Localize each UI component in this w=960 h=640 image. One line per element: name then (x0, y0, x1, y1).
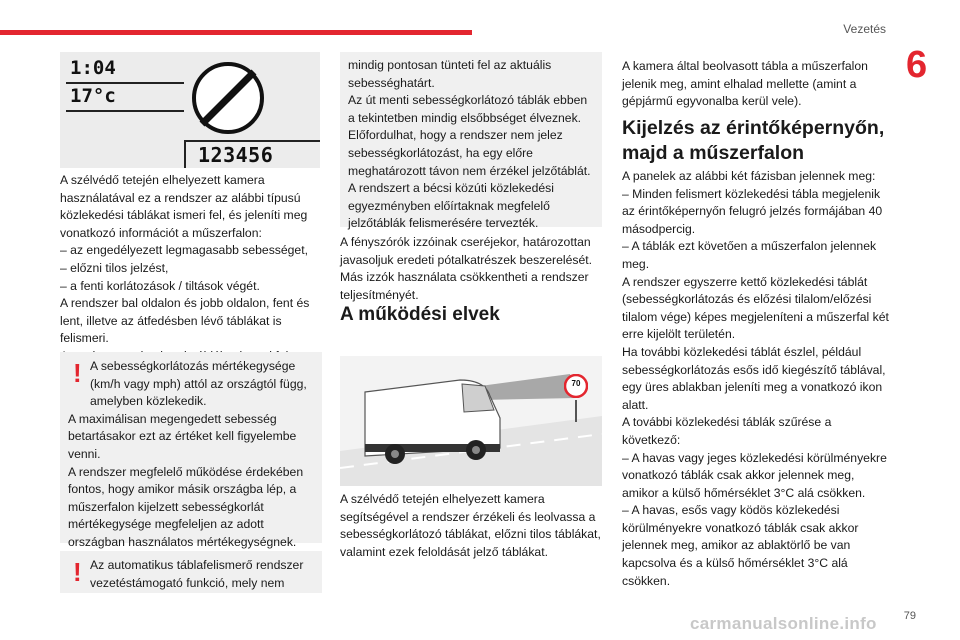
warning-note (60, 352, 322, 549)
note-text: A rendszert a bécsi közúti közlekedési egyezményben előírtaknak megfelelő jelzőtáblák felismerésére tervezték. (348, 181, 554, 231)
paragraph: A rendszer egyszerre kettő közlekedési táblát (sebességkorlátozás és előzési tilalom/előzési tilalom vége) képes megjeleníteni a műszerfal két erre kijelölt területén. (622, 274, 889, 342)
divider (184, 140, 320, 142)
warning-note (60, 551, 322, 593)
divider (184, 140, 186, 168)
note-text: mindig pontosan tünteti fel az aktuális sebességhatárt. (348, 58, 552, 90)
col1-text (60, 172, 322, 366)
paragraph: A rendszer bal oldalon és jobb oldalon, fent és lent, illetve az átfedésben lévő táblákat is felismeri. (60, 296, 310, 346)
note-text: Az út menti sebességkorlátozó táblák ebben a tekintetben mindig elsőbbséget élveznek. (348, 93, 588, 125)
end-of-restrictions-sign-icon (188, 58, 268, 138)
paragraph: A panelek az alábbi két fázisban jelennek meg: (622, 169, 876, 183)
figure-caption (340, 491, 602, 561)
list-item: – A táblák ezt követően a műszerfalon jelennek meg. (622, 239, 877, 271)
dashboard-figure (60, 52, 320, 168)
exclamation-icon: ! (73, 557, 82, 587)
dashboard-temperature: 17°c (70, 85, 116, 107)
divider (66, 110, 184, 112)
divider (66, 82, 184, 84)
list-item: – A havas vagy jeges közlekedési körülményekre vonatkozó táblák csak akkor jelennek meg, amikor a külső hőmérséklet 3°C alá csökken. (622, 450, 887, 500)
chapter-number: 6 (906, 44, 928, 86)
section-title: Vezetés (843, 22, 886, 36)
caption-text: A szélvédő tetején elhelyezett kamera segítségével a rendszer érzékeli és leolvassa a sebességkorlátozó táblákat, előzni tilos táblákat, valamint ezek feloldását jelző táblákat. (340, 492, 601, 559)
dashboard-time: 1:04 (70, 57, 116, 79)
note-text: A maximálisan megengedett sebesség betartásakor ezt az értéket kell figyelembe venni. (68, 411, 297, 461)
section-heading: A működési elvek (340, 304, 500, 325)
section-heading: Kijelzés az érintőképernyőn, majd a műszerfalon (622, 117, 885, 164)
list-item: – előzni tilos jelzést, (60, 260, 169, 275)
col2-text (340, 234, 602, 304)
col3-intro (622, 58, 892, 111)
list-item: – a fenti korlátozások / tiltások végét. (60, 278, 260, 293)
paragraph: A kamera által beolvasott tábla a műszerfalon jelenik meg, amint elhalad mellette (amint a gépjármű egyvonalba kerül vele). (622, 59, 868, 109)
watermark: carmanualsonline.info (690, 614, 877, 633)
col3-body (622, 168, 892, 590)
van-illustration (340, 356, 602, 486)
header-accent-bar (0, 30, 472, 35)
note-text: A rendszer megfelelő működése érdekében fontos, hogy amikor másik országba lép, a műszerfalon kijelzett sebességkorlát mértékegysége megfeleljen az adott országban használatos mértékegységnek. (68, 464, 304, 549)
list-item: – A havas, esős vagy ködös közlekedési körülményekre vonatkozó táblák csak akkor jelennek meg, amikor az ablaktörlő be van kapcsolva és a külső hőmérséklet 3°C alá csökken. (622, 503, 859, 588)
note-text: Előfordulhat, hogy a rendszer nem jelez sebességkorlátozást, ha egy előre meghatározott távon nem érzékel jelzőtáblát. (348, 128, 591, 178)
list-item: – Minden felismert közlekedési tábla megjelenik az érintőképernyőn felugró jelzés formájában 40 másodpercig. (622, 186, 883, 236)
van-camera-figure (340, 356, 602, 486)
paragraph: A szélvédő tetején elhelyezett kamera használatával ez a rendszer az alábbi típusú közlekedési táblákat ismeri fel, és jeleníti meg vonatkozó információt a műszerfalon: (60, 173, 308, 240)
exclamation-icon: ! (73, 358, 82, 388)
speed-limit-value: 70 (571, 379, 581, 388)
note-text: A sebességkorlátozás mértékegysége (km/h vagy mph) attól az országtól függ, amelyben közlekedik. (90, 359, 307, 409)
paragraph: Ha további közlekedési táblát észlel, például sebességkorlátozás esős idő kiegészítő táblával, egy üres ablakban jeleníti meg a vonatkozó ikon alatt. (622, 344, 886, 412)
paragraph: A fényszórók izzóinak cseréjekor, határozottan javasoljuk eredeti pótalkatrészek beszerelését. Más izzók használata csökkentheti a rendszer teljesítményét. (340, 235, 593, 302)
list-item: – az engedélyezett legmagasabb sebességet, (60, 243, 308, 258)
note-continuation-box (340, 52, 602, 231)
note-text: Az automatikus táblafelismerő rendszer vezetéstámogató funkció, mely nem (90, 558, 304, 590)
paragraph: A további közlekedési táblák szűrése a következő: (622, 415, 832, 447)
dashboard-odometer: 123456 (198, 143, 274, 167)
page-number: 79 (903, 610, 916, 622)
